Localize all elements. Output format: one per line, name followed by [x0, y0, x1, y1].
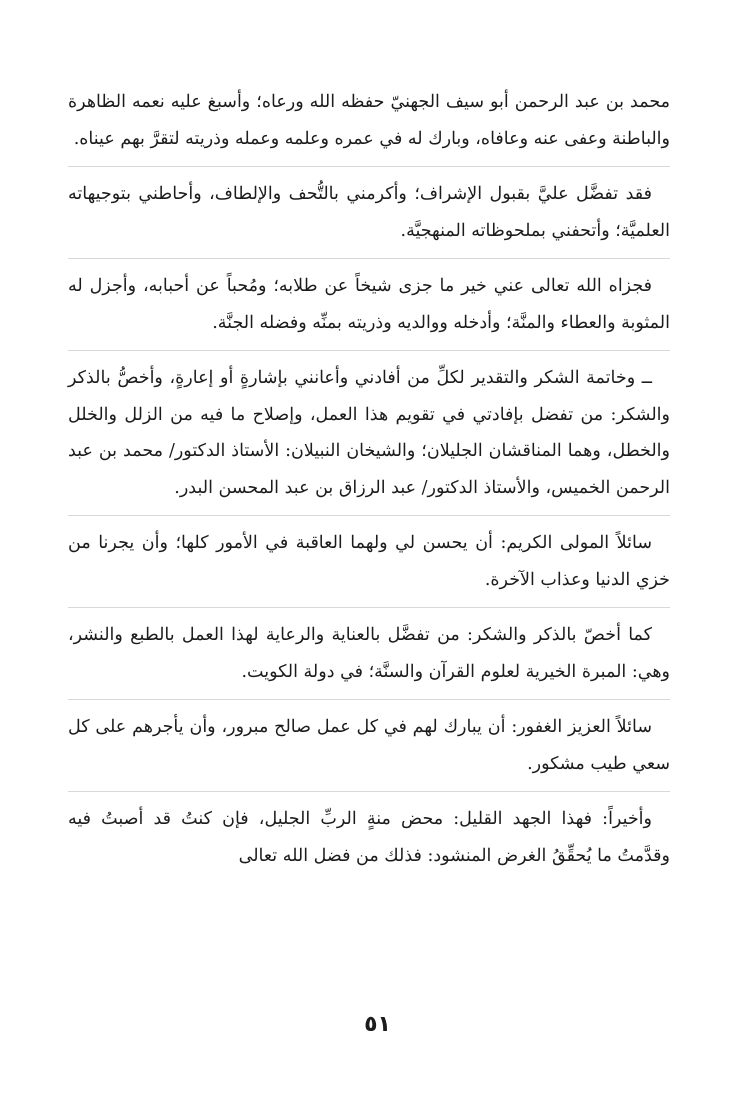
paragraph-2: فقد تفضَّل عليَّ بقبول الإشراف؛ وأكرمني بالتُّحف والإلطاف، وأحاطني بتوجيهاته العلميَّة؛ وأتحفني بملحوظاته المنهجيَّة. — [68, 184, 670, 241]
divider — [68, 166, 670, 167]
divider — [68, 350, 670, 351]
page-number: ٥١ — [364, 1012, 391, 1037]
paragraph-8: وأخيراً: فهذا الجهد القليل: محض منةٍ الربِّ الجليل، فإن كنتُ قد أصبتُ فيه وقدَّمتُ ما يُحقِّقُ الغرض المنشود: فذلك من فضل الله تعالى — [68, 809, 670, 866]
paragraph-3: فجزاه الله تعالى عني خير ما جزى شيخاً عن طلابه؛ ومُحباً عن أحبابه، وأجزل له المثوبة والعطاء والمنَّة؛ وأدخله ووالديه وذريته بمنِّه وفضله الجنَّة. — [68, 276, 670, 333]
divider — [68, 699, 670, 700]
page-body — [68, 84, 670, 883]
paragraph-7: سائلاً العزيز الغفور: أن يبارك لهم في كل عمل صالح مبرور، وأن يأجرهم على كل سعي طيب مشكور. — [68, 717, 670, 774]
divider — [68, 791, 670, 792]
divider — [68, 607, 670, 608]
paragraph-4: ــ وخاتمة الشكر والتقدير لكلِّ من أفادني وأعانني بإشارةٍ أو إعارةٍ، وأخصُّ بالذكر والشكر: من تفضل بإفادتي في تقويم هذا العمل، وإصلاح ما فيه من الزلل والخلل والخطل، وهما المناقشان الجليلان؛ والشيخان النبيلان: الأستاذ الدكتور/ محمد بن عبد الرحمن الخميس، والأستاذ الدكتور/ عبد الرزاق بن عبد المحسن البدر. — [68, 368, 670, 498]
paragraph-6: كما أخصّ بالذكر والشكر: من تفضَّل بالعناية والرعاية لهذا العمل بالطبع والنشر، وهي: المبرة الخيرية لعلوم القرآن والسنَّة؛ في دولة الكويت. — [68, 625, 670, 682]
divider — [68, 258, 670, 259]
divider — [68, 515, 670, 516]
paragraph-1: محمد بن عبد الرحمن أبو سيف الجهنيّ حفظه الله ورعاه؛ وأسبغ عليه نعمه الظاهرة والباطنة وعفى عنه وعافاه، وبارك له في عمره وعلمه وعمله وذريته لتقرَّ بهم عيناه. — [68, 92, 670, 149]
paragraph-5: سائلاً المولى الكريم: أن يحسن لي ولهما العاقبة في الأمور كلها؛ وأن يجرنا من خزي الدنيا وعذاب الآخرة. — [68, 533, 670, 590]
